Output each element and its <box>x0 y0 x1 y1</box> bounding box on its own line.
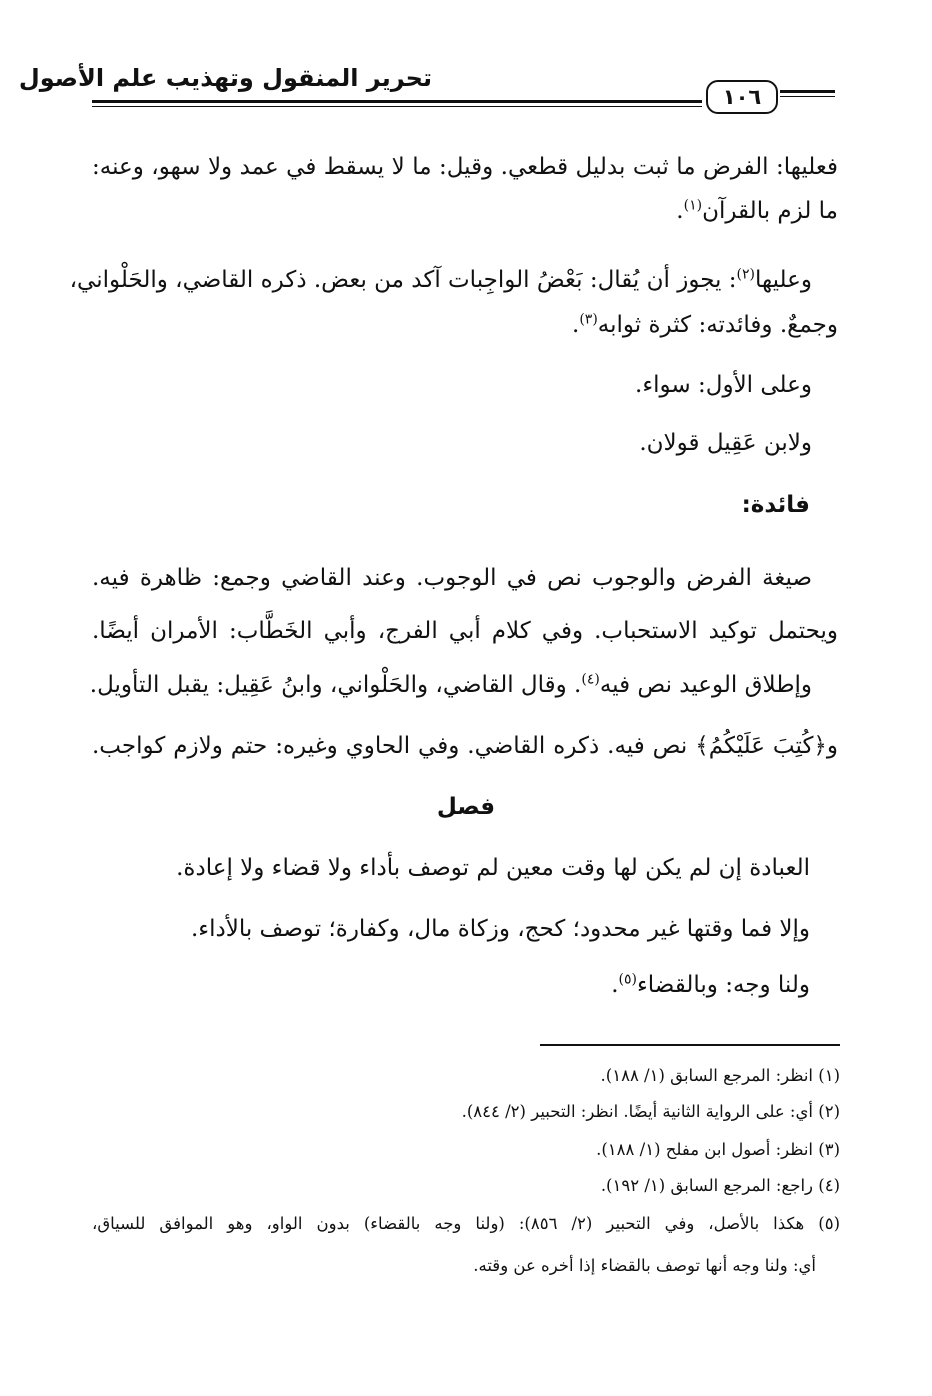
paragraph-line: و﴿كُتِبَ عَلَيْكُمُ﴾ نص فيه. ذكره القاضي. وفي الحاوي وغيره: حتم ولازم كواجب. <box>92 733 838 759</box>
header-rule <box>92 100 702 103</box>
paragraph-line: وعلى الأول: سواء. <box>635 372 812 398</box>
header-rule-right-thin <box>780 96 835 97</box>
footnote-ref[interactable]: (٤) <box>581 671 600 688</box>
header-rule-thin <box>92 106 702 107</box>
footnote: (٥) هكذا بالأصل، وفي التحبير (٢/ ٨٥٦): (ولنا وجه بالقضاء) بدون الواو، وهو الموافق للسياق، <box>92 1214 840 1233</box>
footnote-ref[interactable]: (٥) <box>618 971 637 988</box>
footnote-ref[interactable]: (١) <box>683 197 703 214</box>
paragraph-line: وعليها$^{(٢)}$: يجوز أن يُقال: بَعْضُ الواجِبات آكد من بعض. ذكره القاضي، والحَلْواني، <box>69 266 812 293</box>
header-rule-right <box>780 90 835 93</box>
page-number: ١٠٦ <box>706 80 778 114</box>
footnote: (٢) أي: على الرواية الثانية أيضًا. انظر: التحبير (٢/ ٨٤٤). <box>461 1102 840 1121</box>
footnote-separator <box>540 1044 840 1046</box>
paragraph-line: وإلا فما وقتها غير محدود؛ كحج، وزكاة مال، وكفارة؛ توصف بالأداء. <box>190 916 810 942</box>
section-heading: فائدة: <box>741 492 810 518</box>
footnote-ref[interactable]: (٢) <box>736 266 755 283</box>
paragraph-line: وإطلاق الوعيد نص فيه$^{(٤)}$. وقال القاضي، والحَلْواني، وابنُ عَقِيل: يقبل التأويل. <box>89 671 812 698</box>
section-heading: فصل <box>436 794 496 820</box>
footnote: أي: ولنا وجه أنها توصف بالقضاء إذا أخره عن وقته. <box>473 1256 816 1275</box>
paragraph-line: ما لزم بالقرآن$^{(١)}$. <box>676 197 838 224</box>
footnote-ref[interactable]: (٣) <box>579 311 598 328</box>
footnote: (١) انظر: المرجع السابق (١/ ١٨٨). <box>600 1066 840 1085</box>
footnote: (٤) راجع: المرجع السابق (١/ ١٩٢). <box>600 1176 840 1195</box>
running-header-title: تحرير المنقول وتهذيب علم الأصول <box>18 64 432 92</box>
paragraph-line: صيغة الفرض والوجوب نص في الوجوب. وعند القاضي وجمع: ظاهرة فيه. <box>92 565 812 591</box>
paragraph-line: فعليها: الفرض ما ثبت بدليل قطعي. وقيل: ما لا يسقط في عمد ولا سهو، وعنه: <box>92 154 838 180</box>
footnote: (٣) انظر: أصول ابن مفلح (١/ ١٨٨). <box>596 1140 840 1159</box>
paragraph-line: ولابن عَقِيل قولان. <box>639 430 812 456</box>
paragraph-line: ولنا وجه: وبالقضاء$^{(٥)}$. <box>611 971 810 998</box>
paragraph-line: ويحتمل توكيد الاستحباب. وفي كلام أبي الفرج، وأبي الخَطَّاب: الأمران أيضًا. <box>92 618 838 644</box>
paragraph-line: وجمعٌ. وفائدته: كثرة ثوابه$^{(٣)}$. <box>572 311 838 338</box>
paragraph-line: العبادة إن لم يكن لها وقت معين لم توصف بأداء ولا قضاء ولا إعادة. <box>176 855 810 881</box>
